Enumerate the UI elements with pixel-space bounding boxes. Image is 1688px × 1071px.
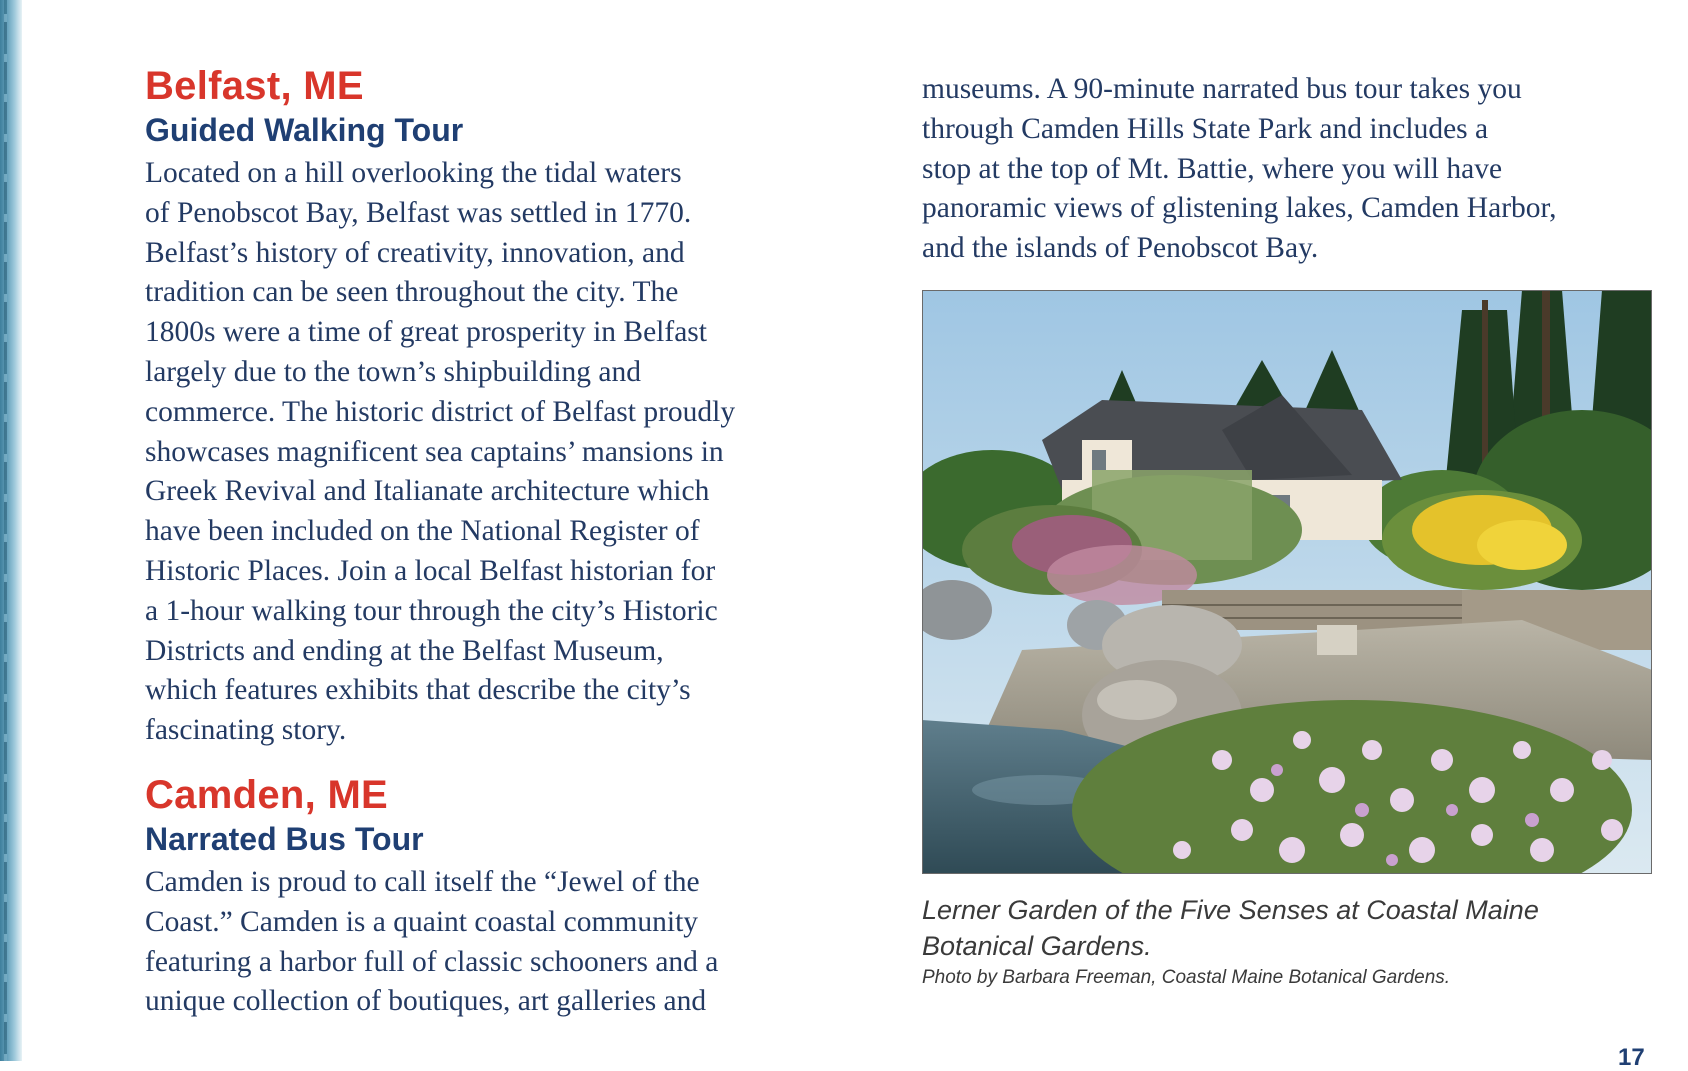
text-line: museums. A 90-minute narrated bus tour takes you xyxy=(922,73,1522,105)
text-line: of Penobscot Bay, Belfast was settled in 1770. xyxy=(145,196,692,229)
caption-line: Lerner Garden of the Five Senses at Coastal Maine xyxy=(922,895,1539,925)
text-line: showcases magnificent sea captains’ mansions in xyxy=(145,435,724,468)
binding-edge xyxy=(0,0,22,1061)
text-line: Camden is proud to call itself the “Jewel of the xyxy=(145,865,700,898)
belfast-section xyxy=(145,62,885,751)
belfast-tour-heading: Guided Walking Tour xyxy=(145,112,464,148)
text-line: tradition can be seen throughout the city. The xyxy=(145,276,679,309)
text-line: which features exhibits that describe the city’s xyxy=(145,674,691,707)
text-line: Coast.” Camden is a quaint coastal community xyxy=(145,905,699,938)
camden-city-heading: Camden, ME xyxy=(145,772,389,817)
text-line: Districts and ending at the Belfast Museum, xyxy=(145,634,664,667)
text-line: commerce. The historic district of Belfast proudly xyxy=(145,395,736,428)
text-line: panoramic views of glistening lakes, Camden Harbor, xyxy=(922,192,1557,225)
belfast-paragraph xyxy=(145,154,885,751)
text-line: Greek Revival and Italianate architecture which xyxy=(145,475,710,508)
text-line: Historic Places. Join a local Belfast historian for xyxy=(145,554,716,587)
text-line: unique collection of boutiques, art galleries and xyxy=(145,985,707,1018)
left-column xyxy=(145,62,885,1022)
text-line: a 1-hour walking tour through the city’s Historic xyxy=(145,594,718,627)
photo-caption xyxy=(922,892,1662,990)
garden-illustration xyxy=(922,290,1652,874)
caption-line: Botanical Gardens. xyxy=(922,931,1152,961)
text-line: 1800s were a time of great prosperity in Belfast xyxy=(145,316,707,349)
camden-paragraph-continued xyxy=(922,70,1652,269)
text-line: through Camden Hills State Park and includes a xyxy=(922,112,1489,145)
text-line: Located on a hill overlooking the tidal waters xyxy=(145,157,682,189)
caption-text xyxy=(922,892,1662,964)
camden-paragraph xyxy=(145,863,885,1022)
text-line: featuring a harbor full of classic schooners and a xyxy=(145,945,719,978)
camden-section xyxy=(145,771,885,1022)
right-column xyxy=(922,70,1652,269)
page-number: 17 xyxy=(1618,1044,1645,1071)
text-line: have been included on the National Register of xyxy=(145,515,700,548)
camden-tour-heading: Narrated Bus Tour xyxy=(145,820,424,857)
belfast-city-heading: Belfast, ME xyxy=(145,64,364,108)
text-line: and the islands of Penobscot Bay. xyxy=(922,232,1319,265)
photo-credit: Photo by Barbara Freeman, Coastal Maine Botanical Gardens. xyxy=(922,967,1451,988)
text-line: Belfast’s history of creativity, innovation, and xyxy=(145,236,685,269)
text-line: stop at the top of Mt. Battie, where you will have xyxy=(922,152,1503,185)
text-line: largely due to the town’s shipbuilding and xyxy=(145,355,641,388)
text-line: fascinating story. xyxy=(145,714,347,747)
garden-photo xyxy=(922,290,1652,874)
